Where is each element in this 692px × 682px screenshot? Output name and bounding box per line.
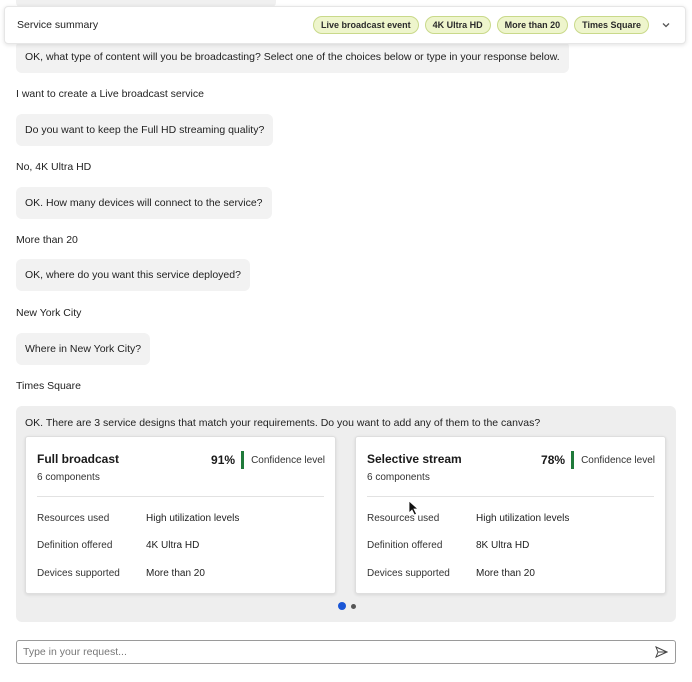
user-message: More than 20 [16, 234, 78, 246]
service-design-card[interactable] [355, 436, 666, 594]
user-message: I want to create a Live broadcast service [16, 88, 204, 100]
summary-chip[interactable]: 4K Ultra HD [425, 16, 491, 34]
confidence-bar [571, 451, 574, 469]
card-components: 6 components [37, 472, 100, 483]
row-key: Definition offered [367, 540, 443, 551]
carousel-pagination [338, 602, 356, 610]
row-value: High utilization levels [476, 513, 570, 524]
row-key: Resources used [37, 513, 110, 524]
confidence-label: Confidence level [251, 454, 325, 466]
service-design-card[interactable] [25, 436, 336, 594]
service-summary-title: Service summary [17, 19, 99, 31]
row-value: High utilization levels [146, 513, 240, 524]
mouse-pointer-icon [408, 500, 420, 516]
row-key: Devices supported [37, 568, 120, 579]
chevron-down-icon[interactable] [657, 16, 675, 34]
bot-message: OK. How many devices will connect to the service? [16, 187, 272, 219]
summary-chip[interactable]: Live broadcast event [313, 16, 419, 34]
results-intro: OK. There are 3 service designs that match your requirements. Do you want to add any of them to the canvas? [25, 417, 541, 429]
send-icon[interactable] [653, 644, 669, 660]
card-divider [367, 496, 654, 497]
row-key: Devices supported [367, 568, 450, 579]
service-designs-panel [16, 406, 676, 622]
row-value: More than 20 [146, 568, 205, 579]
pagination-dot-active[interactable] [338, 602, 346, 610]
card-title: Selective stream [367, 452, 462, 466]
user-message: No, 4K Ultra HD [16, 161, 92, 173]
card-row [367, 568, 535, 579]
row-key: Definition offered [37, 540, 113, 551]
request-input[interactable] [23, 646, 653, 658]
row-value: 4K Ultra HD [146, 540, 200, 551]
request-input-bar [16, 640, 676, 664]
summary-chip[interactable]: More than 20 [497, 16, 569, 34]
service-summary-bar [4, 6, 686, 44]
card-title: Full broadcast [37, 452, 120, 466]
row-key: Resources used [367, 513, 440, 524]
bot-message: OK, where do you want this service deployed? [16, 259, 250, 291]
bot-message: Where in New York City? [16, 333, 150, 365]
card-row [37, 513, 239, 524]
row-value: More than 20 [476, 568, 535, 579]
card-components: 6 components [367, 472, 430, 483]
confidence-value: 91% [211, 453, 236, 467]
summary-chips [313, 16, 649, 34]
card-divider [37, 496, 324, 497]
confidence-bar [241, 451, 244, 469]
pagination-dot[interactable] [351, 604, 356, 609]
summary-chip[interactable]: Times Square [574, 16, 649, 34]
card-row [37, 540, 199, 551]
confidence-indicator [541, 451, 655, 469]
bot-message: OK, what type of content will you be broadcasting? Select one of the choices below or type in your response below. [16, 41, 569, 73]
confidence-value: 78% [541, 453, 566, 467]
card-row [37, 568, 205, 579]
bot-message: Do you want to keep the Full HD streaming quality? [16, 114, 273, 146]
row-value: 8K Ultra HD [476, 540, 530, 551]
confidence-indicator [211, 451, 325, 469]
user-message: New York City [16, 307, 82, 319]
confidence-label: Confidence level [581, 454, 655, 466]
card-row [367, 513, 569, 524]
card-row [367, 540, 529, 551]
user-message: Times Square [16, 380, 81, 392]
